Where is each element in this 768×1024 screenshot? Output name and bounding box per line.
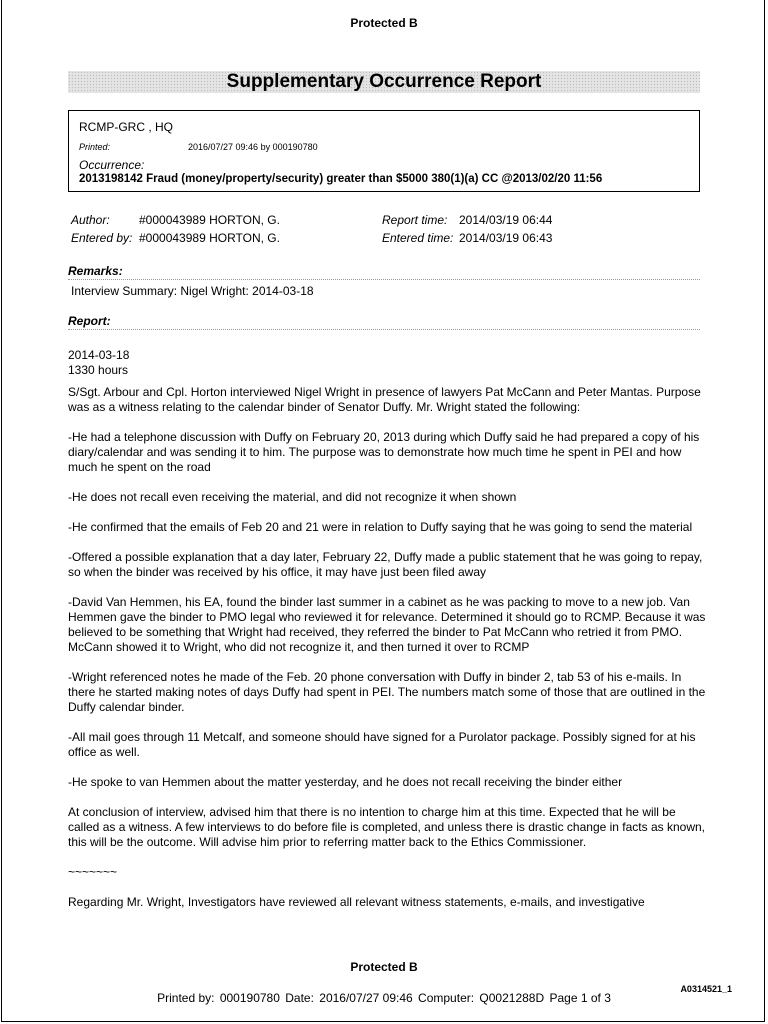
author-value: #000043989 HORTON, G. (139, 213, 280, 227)
report-title: Supplementary Occurrence Report (68, 71, 700, 93)
computer-value: Q0021288D (479, 991, 545, 1005)
report-paragraph: -He confirmed that the emails of Feb 20 and 21 were in relation to Duffy saying that he was going to send the material (68, 520, 693, 534)
separator-tildes: ~~~~~~~ (68, 865, 118, 879)
remarks-heading: Remarks: (68, 264, 700, 280)
report-paragraph: -David Van Hemmen, his EA, found the binder last summer in a cabinet as he was packing to move to a new job. Van Hemmen gave the binder to PMO legal who reviewed it for relevance. Determined it should go to RCMP. Because it was believed to be something that Wright had received, they referred the binder to Pat McCann who retried it from PMO. McCann showed it to Wright, who did not recognize it, and then turned it over to RCMP (68, 595, 706, 654)
report-time-field (382, 213, 553, 227)
organization: RCMP-GRC , HQ (79, 120, 173, 134)
report-paragraph: -Offered a possible explanation that a day later, February 22, Duffy made a public statement that he was going to repay, so when the binder was received by his office, it may have just been filed away (68, 550, 703, 579)
report-paragraph: At conclusion of interview, advised him that there is no intention to charge him at this time. Expected that he will be called as a witness. A few interviews to do before file is completed, and unless there is drastic change in facts as known, this will be the outcome. Will advise him prior to referring matter back to the Ethics Commissioner. (68, 805, 706, 849)
footer-date-value: 2016/07/27 09:46 (319, 991, 413, 1005)
report-paragraph: -Wright referenced notes he made of the Feb. 20 phone conversation with Duffy in binder 2, tab 53 of his e-mails. In there he started making notes of days Duffy had spent in PEI. The numbers match some of those that are outlined in the Duffy calendar binder. (68, 670, 706, 714)
entered-by-value: #000043989 HORTON, G. (139, 231, 280, 245)
printed-label: Printed: (79, 142, 111, 152)
report-paragraph: -He had a telephone discussion with Duffy on February 20, 2013 during which Duffy said he had prepared a copy of his diary/calendar and was sending it to him. The purpose was to demonstrate how much time he spent in PEI and how much he spent on the road (68, 430, 700, 474)
protection-footer: Protected B (350, 960, 418, 974)
entered-by-label: Entered by: (71, 231, 133, 245)
author-label: Author: (71, 213, 110, 227)
entered-time-field (382, 231, 553, 245)
report-paragraph: S/Sgt. Arbour and Cpl. Horton interviewed Nigel Wright in presence of lawyers Pat McCann and Peter Mantas. Purpose was as a witness relating to the calendar binder of Senator Duffy. Mr. Wright stated the following: (68, 385, 701, 414)
report-time: 1330 hours (68, 363, 129, 377)
printed-by-label: Printed by: (157, 991, 215, 1005)
occurrence-value: 2013198142 Fraud (money/property/security) greater than $5000 380(1)(a) CC @2013/02/20 11:56 (79, 173, 603, 185)
author-field (71, 213, 280, 227)
report-paragraph: Regarding Mr. Wright, Investigators have reviewed all relevant witness statements, e-mails, and investigative (68, 895, 645, 909)
computer-label: Computer: (418, 991, 475, 1005)
protection-header: Protected B (350, 16, 418, 30)
occurrence-info-box (68, 110, 700, 192)
occurrence-label: Occurrence: (79, 158, 145, 172)
print-footer (0, 991, 768, 1005)
page-number: Page 1 of 3 (549, 991, 611, 1005)
entered-time-value: 2014/03/19 06:43 (459, 231, 553, 245)
remarks-text: Interview Summary: Nigel Wright: 2014-03-18 (71, 284, 314, 298)
report-heading: Report: (68, 314, 700, 330)
document-id: A0314521_1 (680, 984, 732, 994)
report-time-value: 2014/03/19 06:44 (459, 213, 553, 227)
report-paragraph: -All mail goes through 11 Metcalf, and someone should have signed for a Purolator package. Possibly signed for at his office as well. (68, 730, 696, 759)
report-paragraph: -He does not recall even receiving the material, and did not recognize it when shown (68, 490, 517, 504)
report-date-block (68, 348, 708, 378)
entered-time-label: Entered time: (382, 231, 454, 245)
printed-value: 2016/07/27 09:46 by 000190780 (188, 142, 318, 152)
printed-by-value: 000190780 (219, 991, 280, 1005)
footer-date-label: Date: (285, 991, 314, 1005)
report-body (68, 348, 708, 925)
report-paragraph: -He spoke to van Hemmen about the matter yesterday, and he does not recall receiving the binder either (68, 775, 623, 789)
report-time-label: Report time: (382, 213, 448, 227)
entered-by-field (71, 231, 280, 245)
report-date: 2014-03-18 (68, 348, 130, 362)
